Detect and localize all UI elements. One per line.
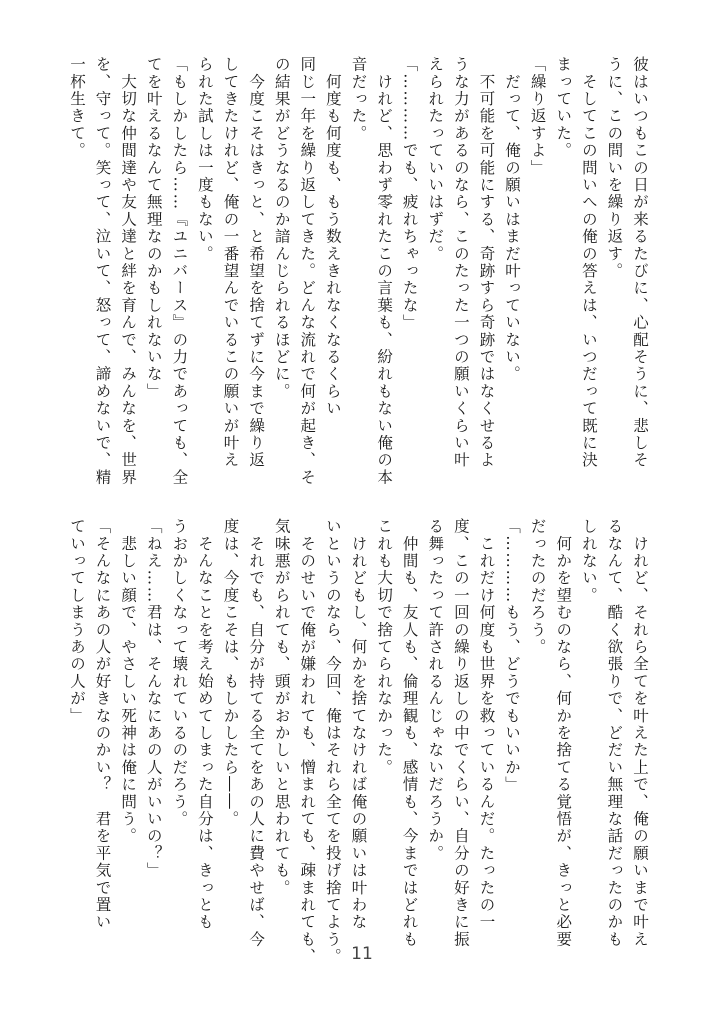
text-line: 音だった。 — [349, 56, 368, 142]
text-line: いというのなら、今回、俺はそれら全てを投げ捨てよう。 — [323, 518, 342, 966]
text-line: 「…………もう、どうでもいいか」 — [503, 518, 522, 794]
text-line: る舞ったって許されるんじゃないだろうか。 — [426, 518, 445, 862]
text-line: 彼はいつもこの日が来るたびに、心配そうに、悲しそ — [631, 56, 649, 469]
text-line: られた試しは一度もない。 — [195, 56, 214, 263]
text-line: けれど、思わず零れたこの言葉も、紛れもない俺の本 — [375, 56, 394, 486]
text-line: それでも、自分が持てる全てをあの人に費やせば、今 — [247, 518, 266, 948]
text-line: けれど、それら全てを叶えた上で、俺の願いまで叶え — [631, 518, 649, 948]
text-line: の結果がどうなるのか諳んじられるほどに。 — [272, 56, 291, 400]
text-line: 大切な仲間達や友人達と絆を育んで、みんなを、世界 — [119, 56, 138, 486]
text-line: けれどもし、何かを捨てなければ俺の願いは叶わな — [349, 518, 368, 931]
text-line: だったのだろう。 — [528, 518, 547, 656]
text-line: 今度こそはきっと、と希望を捨てずに今まで繰り返 — [247, 56, 266, 469]
text-line: 仲間も、友人も、倫理観も、感情も、今まではどれも — [400, 518, 419, 948]
text-line: 気味悪がられても、頭がおかしいと思われても。 — [272, 518, 291, 897]
text-line: 「ねえ……君は、そんなにあの人がいいの？」 — [144, 518, 163, 880]
text-line: うな力があるのなら、このたった一つの願いくらい叶 — [451, 56, 470, 469]
text-line: そしてこの問いへの俺の答えは、いつだって既に決 — [579, 56, 598, 469]
page-number: 11 — [351, 944, 373, 964]
text-line: そのせいで俺が嫌われても、憎まれても、疎まれても、 — [298, 518, 317, 966]
text-line: を、守って。笑って、泣いて、怒って、諦めないで、精 — [93, 56, 112, 486]
text-line: るなんて、酷く欲張りで、どだい無理な話だったのかも — [605, 518, 624, 948]
text-line: だって、俺の願いはまだ叶っていない。 — [503, 56, 522, 383]
text-line: 度、この一回の繰り返しの中でくらい、自分の好きに振 — [451, 518, 470, 948]
upper-text-block — [67, 56, 652, 496]
text-line: 「繰り返すよ」 — [528, 56, 547, 177]
text-line: そんなことを考え始めてしまった自分は、きっとも — [195, 518, 214, 931]
text-line: してきたけれど、俺の一番望んでいるこの願いが叶え — [221, 56, 240, 469]
text-line: てを叶えるなんて無理なのかもしれないな」 — [144, 56, 163, 400]
text-line: 「…………でも、疲れちゃったな」 — [400, 56, 419, 332]
text-line: これだけ何度も世界を救っているんだ。たったの一 — [477, 518, 496, 931]
text-line: ていってしまうあの人が」 — [67, 518, 86, 725]
text-line: 「そんなにあの人が好きなのかい？ 君を平気で置い — [93, 518, 112, 931]
text-line: まっていた。 — [554, 56, 573, 160]
text-line: うおかしくなって壊れているのだろう。 — [170, 518, 189, 828]
text-line: 何かを望むのなら、何かを捨てる覚悟が、きっと必要 — [554, 518, 573, 948]
text-line: 「もしかしたら……『ユニバース』の力であっても、全 — [170, 56, 189, 486]
text-line: 一杯生きて。 — [67, 56, 86, 160]
text-line: えられたっていいはずだ。 — [426, 56, 445, 263]
text-line: 同じ一年を繰り返してきた。どんな流れで何が起き、そ — [298, 56, 317, 486]
text-line: しれない。 — [579, 518, 598, 604]
text-line: 度は、今度こそは、もしかしたら――。 — [221, 518, 240, 828]
text-line: うに、この問いを繰り返す。 — [605, 56, 624, 280]
text-line: 悲しい顔で、やさしい死神は俺に問う。 — [119, 518, 138, 845]
text-line: これも大切で捨てられなかった。 — [375, 518, 394, 776]
text-line: 不可能を可能にする、奇跡すら奇跡ではなくせるよ — [477, 56, 496, 469]
text-line: 何度も何度も、もう数えきれなくなるくらい — [323, 56, 342, 418]
